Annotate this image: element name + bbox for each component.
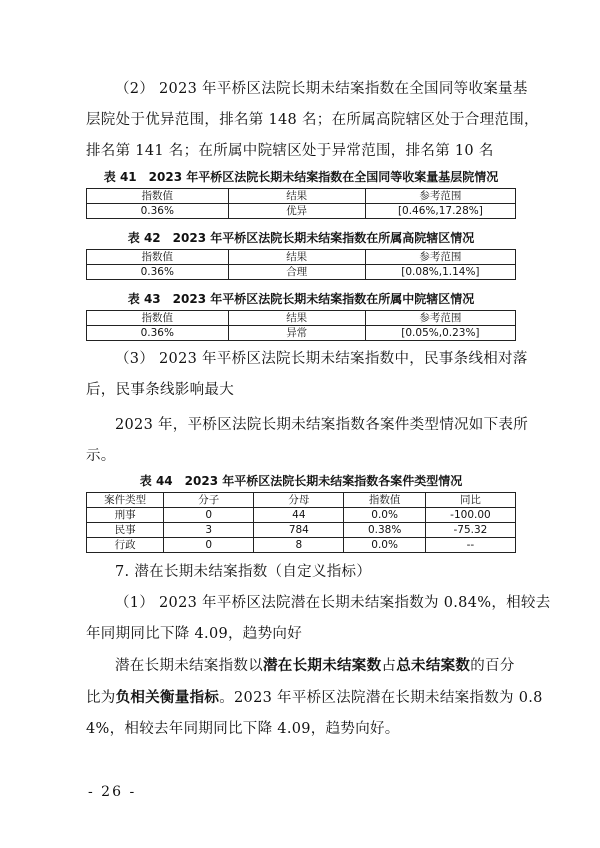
table-44 xyxy=(86,492,516,553)
header-cell: 指数值 xyxy=(87,189,229,204)
paragraph-line: 层院处于优异范围，排名第 148 名；在所属高院辖区处于合理范围， xyxy=(86,112,539,128)
table-row xyxy=(87,538,516,553)
bold-term: 负相关衡量指标 xyxy=(115,689,220,706)
table-cell: 0.36% xyxy=(87,326,229,341)
text-run: 的百分 xyxy=(470,658,515,674)
header-cell: 分母 xyxy=(254,493,344,508)
table-header-row xyxy=(87,250,516,265)
table-41-caption: 表 41 2023 年平桥区法院长期未结案指数在全国同等收案量基层院情况 xyxy=(103,170,499,184)
table-cell: 0.36% xyxy=(87,204,229,219)
civil-lag-paragraph xyxy=(86,344,528,406)
page-number: - 26 - xyxy=(88,784,137,800)
paragraph-line: （1） 2023 年平桥区法院潜在长期未结案指数为 0.84%，相较去 xyxy=(115,595,551,611)
bold-term: 潜在长期未结案数 xyxy=(263,657,382,674)
text-run: 占 xyxy=(381,658,397,674)
table-cell: 优异 xyxy=(228,204,365,219)
bold-term: 总未结案数 xyxy=(396,657,471,674)
table-42 xyxy=(86,249,516,280)
table-row xyxy=(87,204,516,219)
header-cell: 参考范围 xyxy=(365,250,515,265)
potential-index-paragraph xyxy=(86,588,551,650)
table-cell: 0 xyxy=(164,508,254,523)
header-cell: 指数值 xyxy=(87,250,229,265)
table-header-row xyxy=(87,189,516,204)
section-7-heading-block xyxy=(86,557,516,588)
paragraph-line xyxy=(86,682,543,714)
paragraph-line xyxy=(86,650,516,682)
table-row xyxy=(87,508,516,523)
paragraph-line: 排名第 141 名；在所属中院辖区处于异常范围，排名第 10 名 xyxy=(86,143,494,159)
table-header-row xyxy=(87,311,516,326)
header-cell: 结果 xyxy=(228,311,365,326)
table-cell: 0 xyxy=(164,538,254,553)
table-cell: 合理 xyxy=(228,265,365,280)
table-cell: 3 xyxy=(164,523,254,538)
table-cell: 异常 xyxy=(228,326,365,341)
table-cell: -100.00 xyxy=(425,508,515,523)
paragraph-line: （2） 2023 年平桥区法院长期未结案指数在全国同等收案量基 xyxy=(115,81,528,97)
table-header-row xyxy=(87,493,516,508)
paragraph-line: （3） 2023 年平桥区法院长期未结案指数中，民事条线相对落 xyxy=(115,351,528,367)
table-cell: 民事 xyxy=(87,523,164,538)
paragraph-line: 4%，相较去年同期同比下降 4.09，趋势向好。 xyxy=(86,721,400,737)
header-cell: 参考范围 xyxy=(365,311,515,326)
section-heading: 7. 潜在长期未结案指数（自定义指标） xyxy=(115,564,372,580)
paragraph-line: 后，民事条线影响最大 xyxy=(86,382,234,398)
table-43 xyxy=(86,310,516,341)
table-cell: [0.46%,17.28%] xyxy=(365,204,515,219)
table-cell: 8 xyxy=(254,538,344,553)
table-row xyxy=(87,326,516,341)
header-cell: 分子 xyxy=(164,493,254,508)
ranking-paragraph xyxy=(86,74,539,167)
table-cell: 784 xyxy=(254,523,344,538)
table-cell: 0.0% xyxy=(344,538,426,553)
table-43-caption: 表 43 2023 年平桥区法院长期未结案指数在所属中院辖区情况 xyxy=(127,292,475,306)
table-41 xyxy=(86,188,516,219)
text-run: 。2023 年平桥区法院潜在长期未结案指数为 0.8 xyxy=(219,690,543,706)
header-cell: 参考范围 xyxy=(365,189,515,204)
header-cell: 指数值 xyxy=(87,311,229,326)
table-cell: 行政 xyxy=(87,538,164,553)
paragraph-line: 2023 年，平桥区法院长期未结案指数各案件类型情况如下表所 xyxy=(115,417,529,433)
table-cell: -75.32 xyxy=(425,523,515,538)
table-cell: 0.36% xyxy=(87,265,229,280)
table-44-caption: 表 44 2023 年平桥区法院长期未结案指数各案件类型情况 xyxy=(139,474,463,488)
header-cell: 结果 xyxy=(228,250,365,265)
text-run: 比为 xyxy=(86,690,116,706)
table-cell: -- xyxy=(425,538,515,553)
table-cell: 刑事 xyxy=(87,508,164,523)
index-definition-paragraph xyxy=(86,650,543,745)
table-row xyxy=(87,523,516,538)
table-42-caption: 表 42 2023 年平桥区法院长期未结案指数在所属高院辖区情况 xyxy=(127,231,475,245)
table-cell: 0.38% xyxy=(344,523,426,538)
header-cell: 结果 xyxy=(228,189,365,204)
table-cell: [0.05%,0.23%] xyxy=(365,326,515,341)
header-cell: 指数值 xyxy=(344,493,426,508)
table-cell: [0.08%,1.14%] xyxy=(365,265,515,280)
paragraph-line: 示。 xyxy=(86,448,116,464)
case-type-intro-paragraph xyxy=(86,410,529,472)
header-cell: 案件类型 xyxy=(87,493,164,508)
paragraph-line: 年同期同比下降 4.09，趋势向好 xyxy=(86,626,302,642)
table-cell: 0.0% xyxy=(344,508,426,523)
header-cell: 同比 xyxy=(425,493,515,508)
table-row xyxy=(87,265,516,280)
table-cell: 44 xyxy=(254,508,344,523)
text-run: 潜在长期未结案指数以 xyxy=(115,658,263,674)
